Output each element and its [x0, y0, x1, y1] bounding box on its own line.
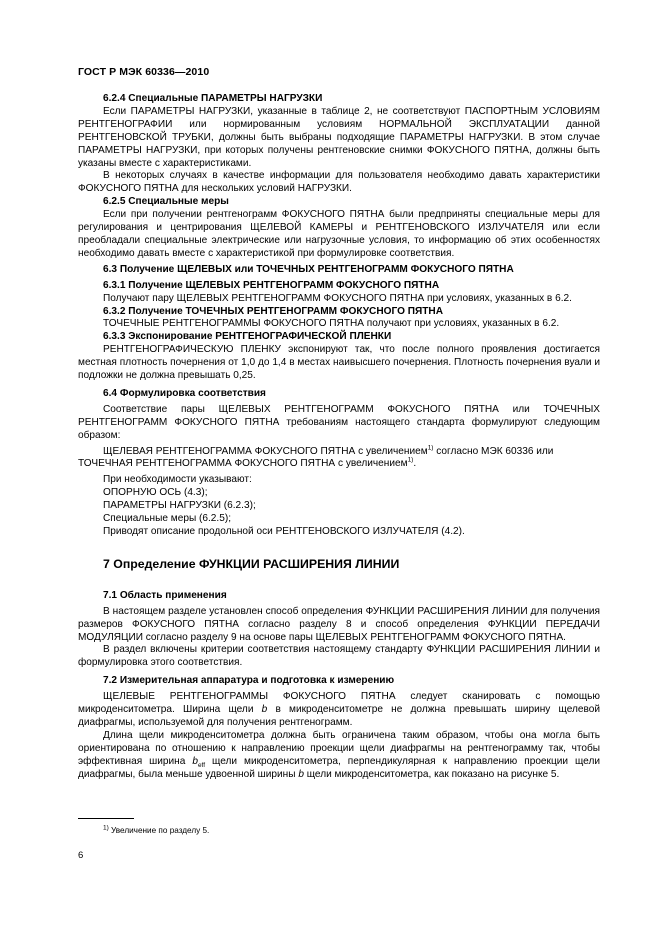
page-number: 6: [78, 850, 84, 861]
section-7-1-paragraph-2: В раздел включены критерии соответствия настоящему стандарту ФУНКЦИИ РАСШИРЕНИЯ ЛИНИИ и формулировка этого соответствия.: [78, 644, 600, 669]
section-6-4-paragraph-1: Соответствие пары ЩЕЛЕВЫХ РЕНТГЕНОГРАММ ФОКУСНОГО ПЯТНА или ТОЧЕЧНЫХ РЕНТГЕНОГРАММ ФОКУСНОГО ПЯТНА требованиям настоящего стандарта формулируют следующим образом:: [78, 403, 600, 441]
section-6-3-3-paragraph-1: РЕНТГЕНОГРАФИЧЕСКУЮ ПЛЕНКУ экспонируют так, что после полного проявления достигается местная плотность почернения от 1,0 до 1,4 в местах наивысшего почернения. Плотность почернения вуали и подложки не должна превышать 0,25.: [78, 344, 600, 382]
compliance-statement-pinhole: [78, 458, 600, 471]
section-6-3-2-paragraph-1: ТОЧЕЧНЫЕ РЕНТГЕНОГРАММЫ ФОКУСНОГО ПЯТНА получают при условиях, указанных в 6.2.: [103, 318, 560, 330]
footnote: [103, 826, 209, 835]
list-item: При необходимости указывают:: [103, 474, 252, 486]
footnote-text: Увеличение по разделу 5.: [108, 826, 210, 835]
slit-width-var: b: [298, 768, 304, 780]
slit-width-var: b: [261, 704, 268, 716]
statement-slit-tail: согласно МЭК 60336 или: [433, 445, 554, 457]
section-7-2-paragraph-1: [78, 691, 600, 730]
footnote-ref: 1): [407, 457, 414, 465]
section-7-2-paragraph-2: [78, 730, 600, 782]
list-item: ПАРАМЕТРЫ НАГРУЗКИ (6.2.3);: [103, 500, 256, 512]
p2-text-a: Длина щели микроденситометра должна быть ограничена таким образом, чтобы она могла быть ориентирована по отношению к направлению проекции щели диафрагмы на рентгенограмму так, чтобы эффективная ширина: [78, 729, 600, 767]
p1-text-c: в микроденситометре не должна превышать ширину щелевой диафрагмы, используемой для получения рентгенограмм.: [78, 704, 600, 728]
section-6-2-5-title: 6.2.5 Специальные меры: [103, 196, 229, 208]
statement-pinhole-text: ТОЧЕЧНАЯ РЕНТГЕНОГРАММА ФОКУСНОГО ПЯТНА с увеличением: [78, 458, 408, 470]
footnote-ref: 1): [427, 444, 434, 452]
section-6-2-5-paragraph-1: Если при получении рентгенограмм ФОКУСНОГО ПЯТНА были предприняты специальные меры для регулирования и центрирования ЩЕЛЕВОЙ КАМЕРЫ и РЕНТГЕНОВСКОГО ИЗЛУЧАТЕЛЯ или если преобладали специальные электрические или нагрузочные условия, то информацию об этих особенностях необходимо давать вместе с характеристикой при формулировке соответствия.: [78, 209, 600, 259]
effective-width-var: b: [192, 755, 198, 767]
list-item: Специальные меры (6.2.5);: [103, 513, 232, 525]
p2-text-c: щели микроденситометра, как показано на рисунке 5.: [303, 768, 560, 780]
section-6-4-title: 6.4 Формулировка соответствия: [103, 387, 266, 399]
section-7-1-title: 7.1 Область применения: [103, 589, 227, 601]
section-6-3-1-paragraph-1: Получают пару ЩЕЛЕВЫХ РЕНТГЕНОГРАММ ФОКУСНОГО ПЯТНА при условиях, указанных в 6.2.: [103, 292, 572, 304]
section-6-2-4-paragraph-2: В некоторых случаях в качестве информации для пользователя необходимо давать характеристики ФОКУСНОГО ПЯТНА для нескольких условий НАГРУЗКИ.: [78, 170, 600, 195]
statement-slit-text: ЩЕЛЕВАЯ РЕНТГЕНОГРАММА ФОКУСНОГО ПЯТНА с увеличением: [103, 445, 428, 457]
effective-width-subscript: eff: [197, 761, 206, 769]
document-header: ГОСТ Р МЭК 60336—2010: [78, 66, 210, 78]
page-content: [78, 93, 600, 782]
section-6-3-title: 6.3 Получение ЩЕЛЕВЫХ или ТОЧЕЧНЫХ РЕНТГЕНОГРАММ ФОКУСНОГО ПЯТНА: [103, 263, 514, 275]
section-7-2-title: 7.2 Измерительная аппаратура и подготовка к измерению: [103, 675, 395, 687]
list-item: ОПОРНУЮ ОСЬ (4.3);: [103, 487, 208, 499]
section-6-2-4-paragraph-1: Если ПАРАМЕТРЫ НАГРУЗКИ, указанные в таблице 2, не соответствуют ПАСПОРТНЫМ УСЛОВИЯМ РЕНТГЕНОГРАФИИ или нормированным условиям НОРМАЛЬНОЙ ЭКСПЛУАТАЦИИ данной РЕНТГЕНОВСКОЙ ТРУБКИ, должны быть выбраны подходящие ПАРАМЕТРЫ НАГРУЗКИ. В этом случае ПАРАМЕТРЫ НАГРУЗКИ, при которых получены рентгеновские снимки ФОКУСНОГО ПЯТНА, должны быть указаны вместе с характеристиками.: [78, 105, 600, 169]
list-item: Приводят описание продольной оси РЕНТГЕНОВСКОГО ИЗЛУЧАТЕЛЯ (4.2).: [103, 526, 465, 537]
p2-text-b: щели микроденситометра, перпендикулярная к направлению проекции щели диафрагмы, была меньше удвоенной ширины: [78, 755, 600, 780]
section-6-3-2-title: 6.3.2 Получение ТОЧЕЧНЫХ РЕНТГЕНОГРАММ ФОКУСНОГО ПЯТНА: [103, 305, 443, 317]
p1-text-a: ЩЕЛЕВЫЕ РЕНТГЕНОГРАММЫ ФОКУСНОГО ПЯТНА следует сканировать с помощью микроденситометра. Ширина щели: [78, 691, 600, 716]
statement-pinhole-tail: .: [413, 458, 417, 470]
compliance-statement-slit: [78, 446, 600, 459]
footnote-marker: 1): [103, 824, 109, 832]
section-7-1-paragraph-1: В настоящем разделе установлен способ определения ФУНКЦИИ РАСШИРЕНИЯ ЛИНИИ для получения размеров ФОКУСНОГО ПЯТНА согласно разделу 8 и способ определения ФУНКЦИИ ПЕРЕДАЧИ МОДУЛЯЦИИ согласно разделу 9 на основе пары ЩЕЛЕВЫХ РЕНТГЕНОГРАММ ФОКУСНОГО ПЯТНА.: [78, 605, 600, 643]
section-6-2-4-title: 6.2.4 Специальные ПАРАМЕТРЫ НАГРУЗКИ: [103, 93, 323, 104]
footnote-divider: [78, 818, 134, 819]
section-7-title: 7 Определение ФУНКЦИИ РАСШИРЕНИЯ ЛИНИИ: [103, 556, 400, 571]
section-6-3-1-title: 6.3.1 Получение ЩЕЛЕВЫХ РЕНТГЕНОГРАММ ФОКУСНОГО ПЯТНА: [103, 279, 440, 291]
section-6-3-3-title: 6.3.3 Экспонирование РЕНТГЕНОГРАФИЧЕСКОЙ ПЛЕНКИ: [103, 331, 392, 343]
